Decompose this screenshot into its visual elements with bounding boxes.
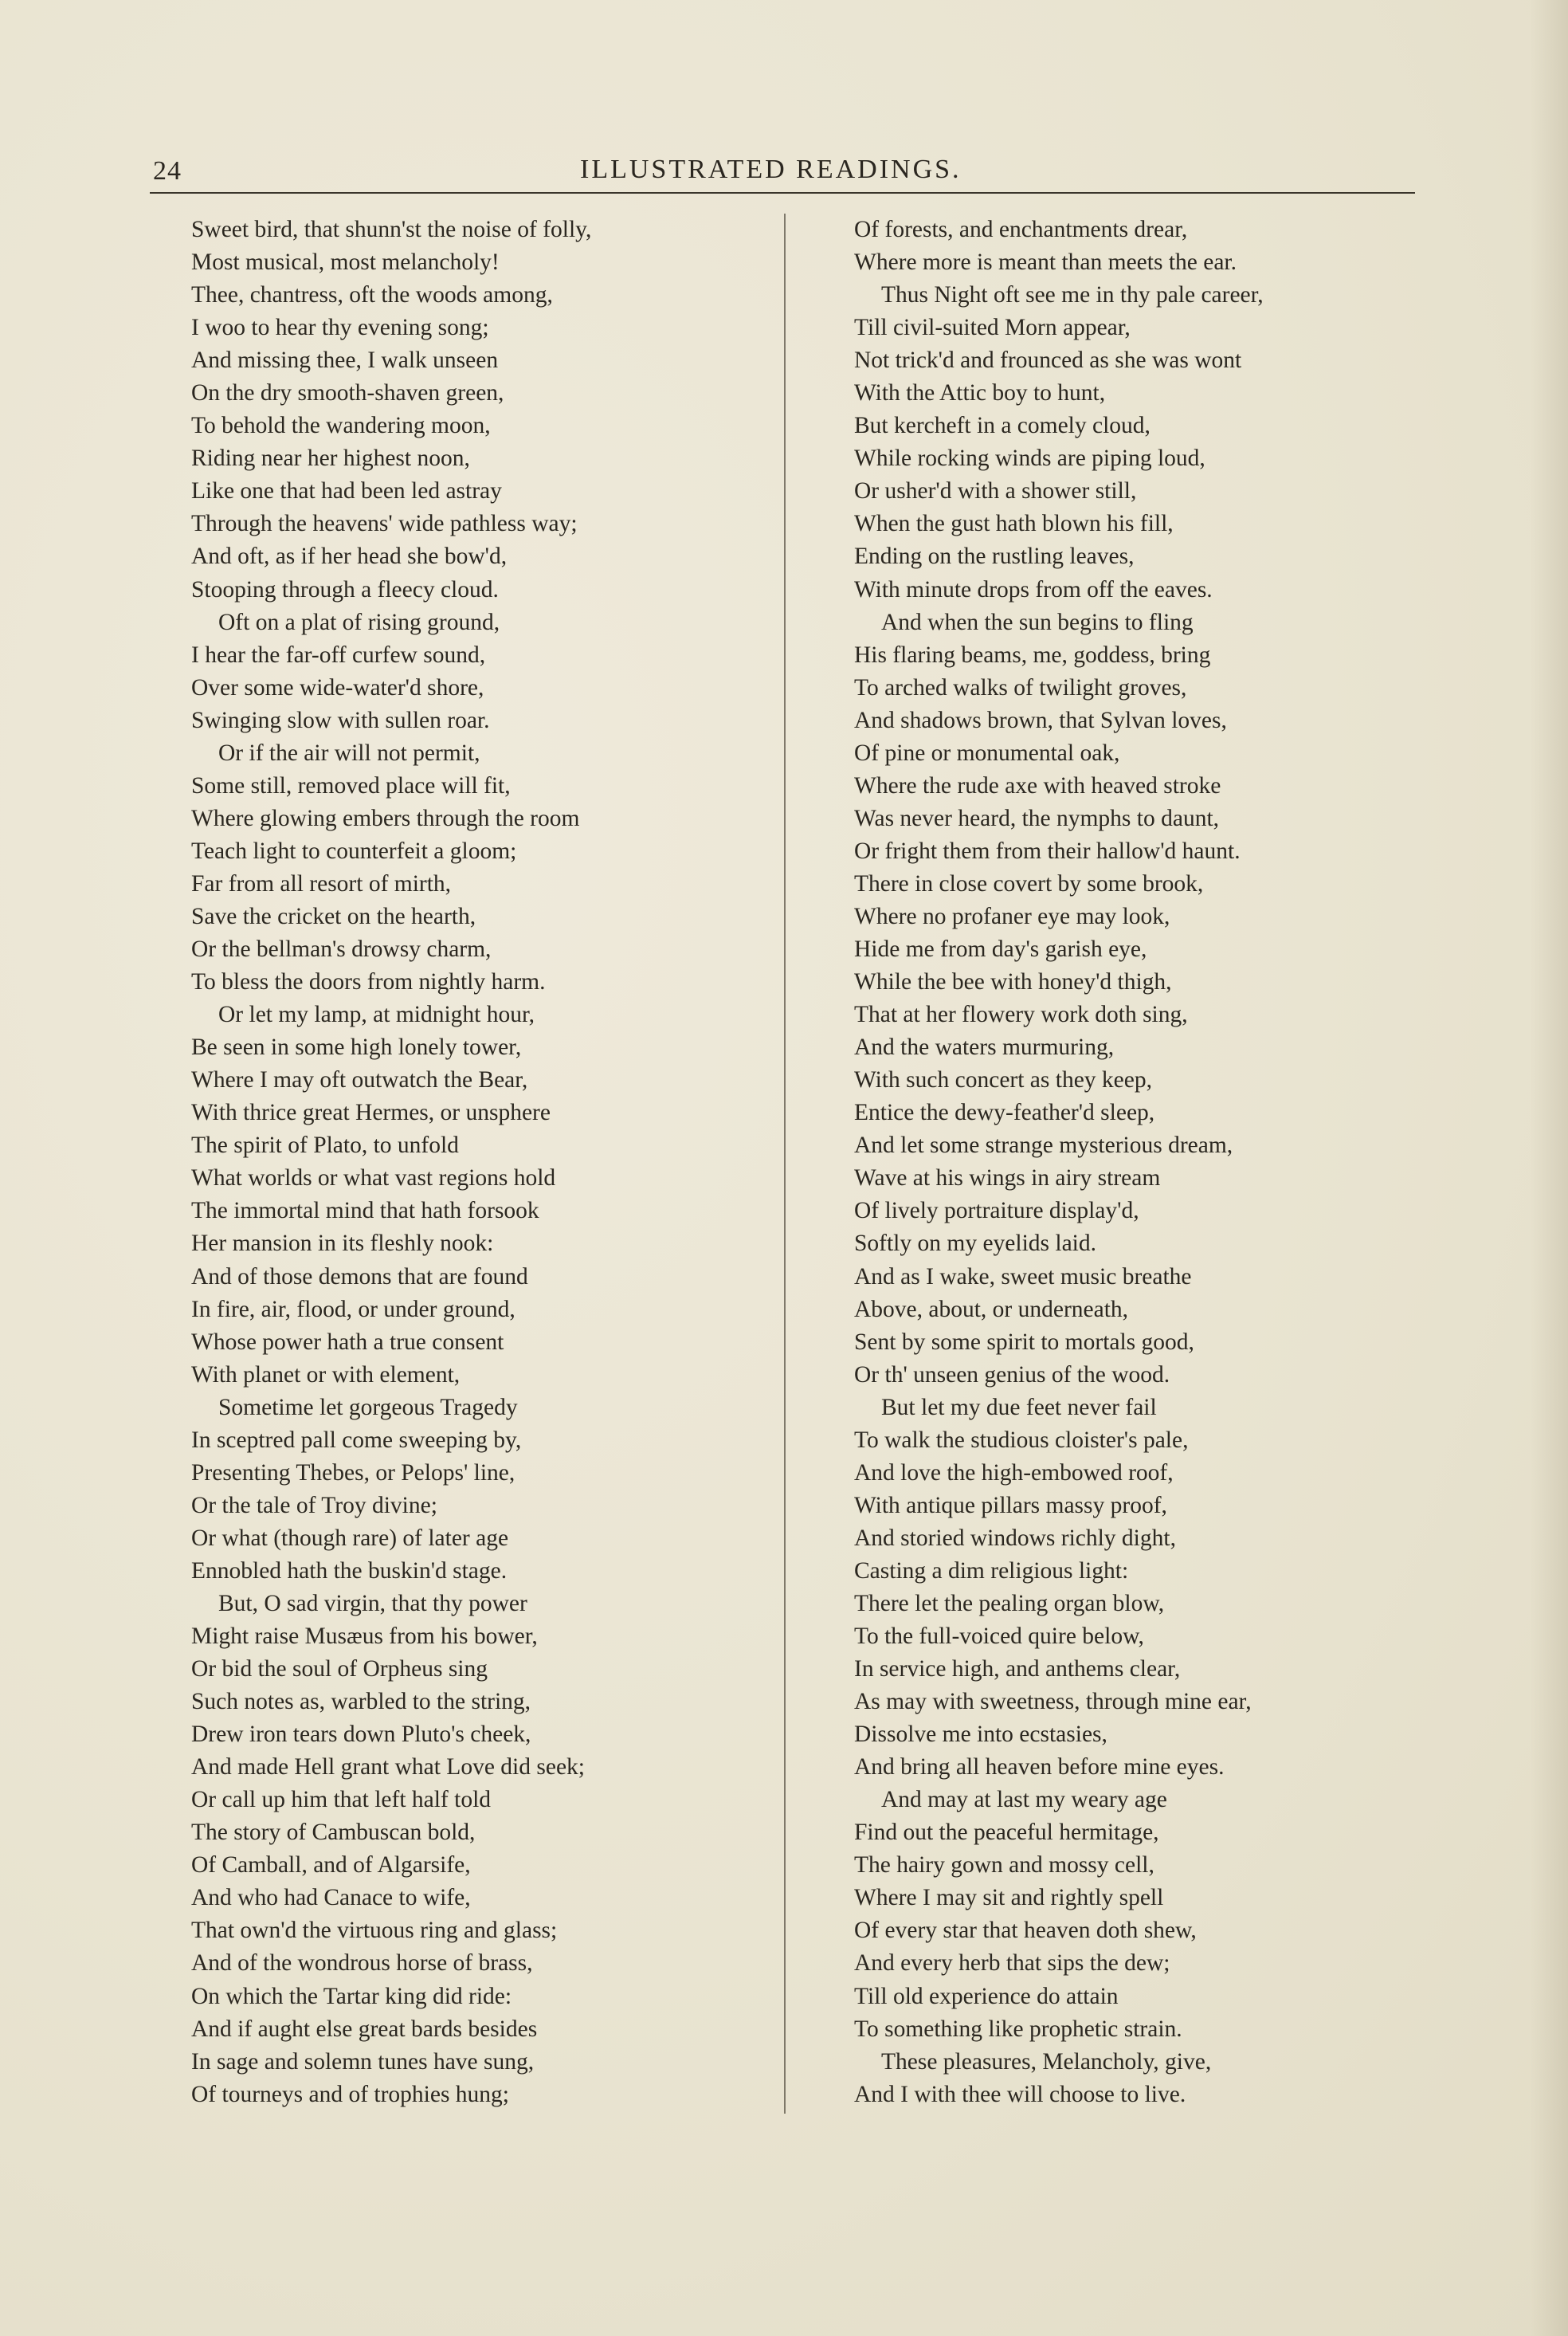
poem-line: With planet or with element, <box>191 1361 461 1388</box>
poem-line: The story of Cambuscan bold, <box>191 1820 476 1846</box>
poem-line: And storied windows richly dight, <box>854 1525 1176 1551</box>
poem-column-right <box>854 214 1476 2111</box>
poem-line: Or th' unseen genius of the wood. <box>854 1361 1170 1388</box>
poem-line: Till old experience do attain <box>854 1983 1119 2009</box>
poem-line: To behold the wandering moon, <box>191 413 491 439</box>
poem-line: Of every star that heaven doth shew, <box>854 1918 1197 1944</box>
poem-line: With thrice great Hermes, or unsphere <box>191 1100 551 1126</box>
poem-column-left <box>191 214 813 2111</box>
poem-line: Teach light to counterfeit a gloom; <box>191 838 517 864</box>
poem-line: And I with thee will choose to live. <box>854 2081 1186 2107</box>
poem-line: Of forests, and enchantments drear, <box>854 217 1188 242</box>
poem-line: On the dry smooth-shaven green, <box>191 380 504 406</box>
poem-line: Hide me from day's garish eye, <box>854 936 1147 963</box>
poem-line: Of pine or monumental oak, <box>854 740 1120 766</box>
poem-line: And the waters murmuring, <box>854 1035 1115 1061</box>
poem-line: Presenting Thebes, or Pelops' line, <box>191 1459 515 1486</box>
poem-line: To arched walks of twilight groves, <box>854 674 1187 701</box>
poem-line: Like one that had been led astray <box>191 478 502 504</box>
poem-line: Far from all resort of mirth, <box>191 870 452 897</box>
poem-line: Or fright them from their hallow'd haunt. <box>854 838 1241 864</box>
poem-line: In fire, air, flood, or under ground, <box>191 1296 515 1322</box>
poem-line: Oft on a plat of rising ground, <box>218 609 500 635</box>
poem-line: And bring all heaven before mine eyes. <box>854 1754 1225 1780</box>
poem-line: Where glowing embers through the room <box>191 805 580 831</box>
poem-line: And when the sun begins to fling <box>881 609 1194 635</box>
poem-line: To the full-voiced quire below, <box>854 1623 1144 1650</box>
poem-line: That at her flowery work doth sing, <box>854 1002 1188 1028</box>
poem-line: Over some wide-water'd shore, <box>191 674 484 701</box>
poem-line: There in close covert by some brook, <box>854 870 1204 897</box>
poem-line: And of those demons that are found <box>191 1263 528 1290</box>
poem-line: And shadows brown, that Sylvan loves, <box>854 707 1227 733</box>
poem-line: Or bid the soul of Orpheus sing <box>191 1656 488 1682</box>
poem-line: And let some strange mysterious dream, <box>854 1133 1233 1159</box>
poem-line: Was never heard, the nymphs to daunt, <box>854 805 1220 831</box>
poem-line: While rocking winds are piping loud, <box>854 446 1205 472</box>
poem-line: But, O sad virgin, that thy power <box>218 1590 527 1616</box>
poem-line: Might raise Musæus from his bower, <box>191 1623 538 1650</box>
poem-line: But kercheft in a comely cloud, <box>854 413 1151 439</box>
poem-line: I hear the far-off curfew sound, <box>191 642 486 668</box>
poem-line: Whose power hath a true consent <box>191 1329 504 1355</box>
poem-line: In sceptred pall come sweeping by, <box>191 1427 522 1453</box>
poem-line: The spirit of Plato, to unfold <box>191 1133 459 1159</box>
poem-line: Or what (though rare) of later age <box>191 1525 509 1551</box>
page-number: 24 <box>153 156 182 186</box>
poem-line: And missing thee, I walk unseen <box>191 347 499 374</box>
poem-line: Or call up him that left half told <box>191 1787 492 1813</box>
poem-line: Or if the air will not permit, <box>218 740 480 766</box>
poem-line: Till civil-suited Morn appear, <box>854 315 1131 341</box>
poem-line: Her mansion in its fleshly nook: <box>191 1231 494 1257</box>
poem-line: What worlds or what vast regions hold <box>191 1165 556 1192</box>
poem-line: When the gust hath blown his fill, <box>854 511 1174 537</box>
poem-line: Ennobled hath the buskin'd stage. <box>191 1557 508 1584</box>
poem-line: Drew iron tears down Pluto's cheek, <box>191 1722 531 1748</box>
poem-line: With antique pillars massy proof, <box>854 1492 1167 1518</box>
poem-line: Through the heavens' wide pathless way; <box>191 511 578 537</box>
poem-line: The immortal mind that hath forsook <box>191 1198 539 1224</box>
poem-line: To bless the doors from nightly harm. <box>191 969 546 995</box>
poem-line: To something like prophetic strain. <box>854 2016 1182 2042</box>
running-title: ILLUSTRATED READINGS. <box>580 155 962 184</box>
poem-line: Where I may oft outwatch the Bear, <box>191 1067 528 1093</box>
page-edge-shadow <box>1530 0 1568 2336</box>
poem-line: But let my due feet never fail <box>881 1394 1157 1420</box>
poem-line: Of Camball, and of Algarsife, <box>191 1852 471 1879</box>
poem-line: In service high, and anthems clear, <box>854 1656 1181 1682</box>
poem-line: Or let my lamp, at midnight hour, <box>218 1002 535 1028</box>
poem-line: Or the bellman's drowsy charm, <box>191 936 492 963</box>
poem-line: Thee, chantress, oft the woods among, <box>191 282 553 308</box>
poem-line: These pleasures, Melancholy, give, <box>881 2048 1212 2075</box>
poem-line: Riding near her highest noon, <box>191 446 470 472</box>
poem-line: Casting a dim religious light: <box>854 1557 1129 1584</box>
poem-line: Where the rude axe with heaved stroke <box>854 772 1221 799</box>
poem-line: And made Hell grant what Love did seek; <box>191 1754 585 1780</box>
header-rule <box>150 192 1415 194</box>
poem-line: And who had Canace to wife, <box>191 1885 471 1911</box>
column-divider <box>784 214 786 2114</box>
poem-line: Above, about, or underneath, <box>854 1296 1129 1322</box>
poem-line: Ending on the rustling leaves, <box>854 544 1135 570</box>
poem-line: Of lively portraiture display'd, <box>854 1198 1139 1224</box>
poem-line: Such notes as, warbled to the string, <box>191 1689 531 1715</box>
poem-line: Save the cricket on the hearth, <box>191 903 476 929</box>
poem-line: Or the tale of Troy divine; <box>191 1492 437 1518</box>
poem-line: Sometime let gorgeous Tragedy <box>218 1394 518 1420</box>
poem-line: The hairy gown and mossy cell, <box>854 1852 1154 1879</box>
poem-line: Swinging slow with sullen roar. <box>191 707 490 733</box>
poem-line: There let the pealing organ blow, <box>854 1590 1165 1616</box>
poem-line: While the bee with honey'd thigh, <box>854 969 1172 995</box>
poem-line: And if aught else great bards besides <box>191 2016 538 2042</box>
poem-line: Sweet bird, that shunn'st the noise of folly, <box>191 217 592 242</box>
poem-line: And love the high-embowed roof, <box>854 1459 1174 1486</box>
poem-line: As may with sweetness, through mine ear, <box>854 1689 1252 1715</box>
poem-line: Where I may sit and rightly spell <box>854 1885 1164 1911</box>
poem-line: Sent by some spirit to mortals good, <box>854 1329 1194 1355</box>
poem-line: With the Attic boy to hunt, <box>854 380 1106 406</box>
poem-line: Find out the peaceful hermitage, <box>854 1820 1159 1846</box>
poem-line: With such concert as they keep, <box>854 1067 1152 1093</box>
poem-line: And every herb that sips the dew; <box>854 1950 1170 1977</box>
poem-line: That own'd the virtuous ring and glass; <box>191 1918 558 1944</box>
poem-line: His flaring beams, me, goddess, bring <box>854 642 1211 668</box>
poem-line: Where more is meant than meets the ear. <box>854 249 1237 276</box>
poem-line: Thus Night oft see me in thy pale career, <box>881 282 1264 308</box>
poem-line: Or usher'd with a shower still, <box>854 478 1137 504</box>
poem-line: Entice the dewy-feather'd sleep, <box>854 1100 1155 1126</box>
poem-line: And oft, as if her head she bow'd, <box>191 544 508 570</box>
poem-line: Softly on my eyelids laid. <box>854 1231 1096 1257</box>
poem-line: Dissolve me into ecstasies, <box>854 1722 1107 1748</box>
poem-line: On which the Tartar king did ride: <box>191 1983 512 2009</box>
poem-line: Wave at his wings in airy stream <box>854 1165 1161 1192</box>
poem-line: Of tourneys and of trophies hung; <box>191 2081 509 2107</box>
poem-line: And may at last my weary age <box>881 1787 1167 1813</box>
poem-line: Most musical, most melancholy! <box>191 249 500 276</box>
poem-line: Where no profaner eye may look, <box>854 903 1170 929</box>
poem-line: And of the wondrous horse of brass, <box>191 1950 533 1977</box>
poem-line: Stooping through a fleecy cloud. <box>191 576 499 603</box>
poem-line: And as I wake, sweet music breathe <box>854 1263 1192 1290</box>
poem-line: Be seen in some high lonely tower, <box>191 1035 522 1061</box>
poem-line: Some still, removed place will fit, <box>191 772 511 799</box>
poem-line: I woo to hear thy evening song; <box>191 315 489 341</box>
poem-line: To walk the studious cloister's pale, <box>854 1427 1189 1453</box>
poem-line: With minute drops from off the eaves. <box>854 576 1213 603</box>
poem-line: Not trick'd and frounced as she was wont <box>854 347 1242 374</box>
poem-line: In sage and solemn tunes have sung, <box>191 2048 535 2075</box>
